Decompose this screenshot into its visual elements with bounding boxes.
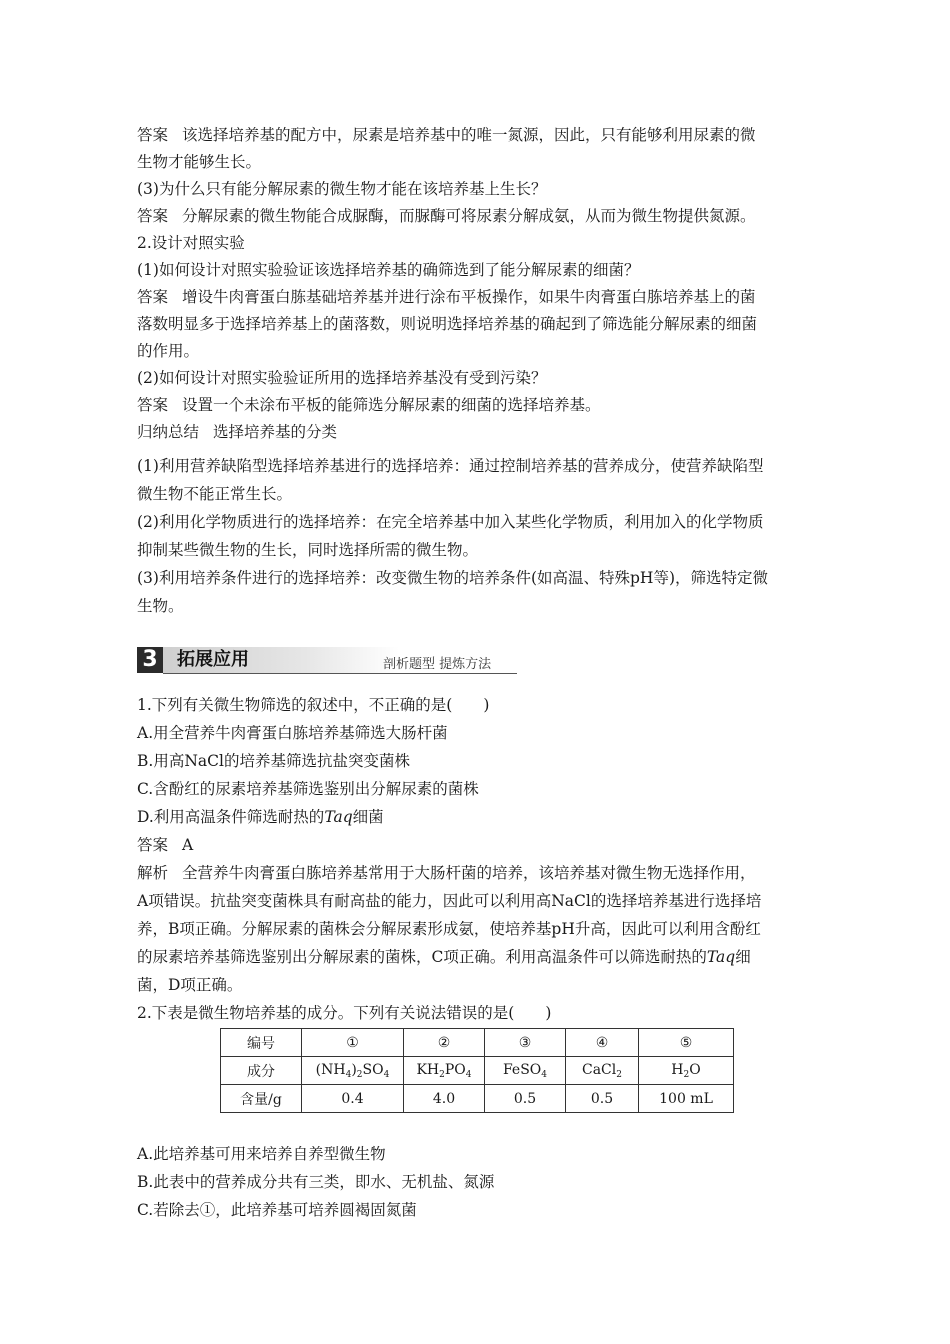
formula-part: SO [362, 1061, 384, 1078]
q2-option-a: A.此培养基可用来培养自养型微生物 [137, 1145, 386, 1163]
answer-value: A [182, 836, 194, 854]
q1-explanation-line-1 [137, 862, 756, 884]
table-cell [404, 1057, 485, 1085]
answer-3-line-1 [137, 286, 756, 308]
q1-option-c: C.含酚红的尿素培养基筛选鉴别出分解尿素的菌株 [137, 780, 479, 798]
answer-4 [137, 394, 601, 416]
q1-explanation-line-5: 菌，D项正确。 [137, 976, 243, 994]
taq-italic: Taq [706, 948, 736, 966]
formula-subscript: 4 [541, 1069, 548, 1080]
question-control-2: (2)如何设计对照实验验证所用的选择培养基没有受到污染？ [137, 369, 547, 387]
option-d-suffix: 细菌 [352, 808, 384, 826]
table-header-cell: ② [404, 1029, 485, 1057]
formula-subscript: 2 [616, 1069, 622, 1080]
answer-1-line-2: 生物才能够生长。 [137, 153, 262, 171]
table-row [221, 1029, 734, 1057]
formula-part: PO [444, 1061, 466, 1078]
explanation-label: 解析 [137, 864, 169, 882]
answer-text: 该选择培养基的配方中，尿素是培养基中的唯一氮源，因此，只有能够利用尿素的微 [182, 126, 756, 144]
formula-part: H [671, 1061, 684, 1078]
q1-explanation-line-2: A项错误。抗盐突变菌株具有耐高盐的能力，因此可以利用高NaCl的选择培养基进行选择培 [137, 892, 762, 910]
table-header-cell: 编号 [221, 1029, 302, 1057]
explanation-suffix: 细 [735, 948, 751, 966]
q1-answer [137, 834, 193, 856]
table-cell [566, 1057, 639, 1085]
table-cell [302, 1057, 404, 1085]
table-row [221, 1085, 734, 1113]
table-row [221, 1057, 734, 1085]
formula-subscript: 2 [439, 1069, 445, 1080]
table-header-cell: ③ [485, 1029, 566, 1057]
table-cell: 100 mL [639, 1085, 734, 1113]
answer-text: 分解尿素的微生物能合成脲酶，而脲酶可将尿素分解成氨，从而为微生物提供氮源。 [182, 207, 756, 225]
section-subtitle: 剖析题型 提炼方法 [383, 657, 492, 672]
table-header-cell: ④ [566, 1029, 639, 1057]
summary-title: 选择培养基的分类 [213, 423, 338, 441]
formula-part: KH [416, 1061, 440, 1078]
table-cell: 0.5 [566, 1085, 639, 1113]
answer-label: 答案 [137, 207, 169, 225]
summary-item-1-line-1: (1)利用营养缺陷型选择培养基进行的选择培养：通过控制培养基的营养成分，使营养缺陷型 [137, 457, 764, 475]
section-number-badge: 3 [137, 647, 163, 673]
formula-part: FeSO [502, 1061, 542, 1078]
table-header-cell: ① [302, 1029, 404, 1057]
option-d-text: D.利用高温条件筛选耐热的 [137, 808, 325, 826]
q2-option-c: C.若除去①，此培养基可培养圆褐固氮菌 [137, 1201, 417, 1219]
table-cell: 0.5 [485, 1085, 566, 1113]
q1-explanation-line-3: 养，B项正确。分解尿素的菌株会分解尿素形成氨，使培养基pH升高，因此可以利用含酚红 [137, 920, 761, 938]
answer-label: 答案 [137, 288, 169, 306]
explanation-text: 全营养牛肉膏蛋白胨培养基常用于大肠杆菌的培养，该培养基对微生物无选择作用， [182, 864, 756, 882]
answer-label: 答案 [137, 396, 169, 414]
formula-subscript: 4 [383, 1069, 390, 1080]
summary-heading [137, 421, 337, 443]
answer-3-line-3: 的作用。 [137, 342, 200, 360]
formula-part: ) [351, 1061, 357, 1078]
section-header [137, 647, 517, 675]
summary-item-2-line-2: 抑制某些微生物的生长，同时选择所需的微生物。 [137, 541, 479, 559]
section-rule [163, 673, 517, 674]
table-cell: 0.4 [302, 1085, 404, 1113]
formula-subscript: 2 [356, 1069, 363, 1080]
table-cell: 成分 [221, 1057, 302, 1085]
formula-subscript: 4 [345, 1069, 352, 1080]
heading-2: 2.设计对照实验 [137, 234, 245, 252]
table-cell [639, 1057, 734, 1085]
q1-stem: 1.下列有关微生物筛选的叙述中，不正确的是( ) [137, 696, 490, 714]
summary-label: 归纳总结 [137, 423, 200, 441]
answer-label: 答案 [137, 836, 169, 854]
explanation-text: 的尿素培养基筛选鉴别出分解尿素的菌株，C项正确。利用高温条件可以筛选耐热的 [137, 948, 707, 966]
answer-text: 设置一个未涂布平板的能筛选分解尿素的细菌的选择培养基。 [182, 396, 601, 414]
question-3: (3)为什么只有能分解尿素的微生物才能在该培养基上生长？ [137, 180, 547, 198]
q1-option-d [137, 806, 384, 828]
q1-explanation-line-4 [137, 946, 751, 968]
nutrient-table [220, 1028, 734, 1113]
answer-label: 答案 [137, 126, 169, 144]
answer-1-line-1 [137, 124, 756, 146]
answer-2 [137, 205, 756, 227]
table-cell [485, 1057, 566, 1085]
table-cell: 4.0 [404, 1085, 485, 1113]
q2-option-b: B.此表中的营养成分共有三类，即水、无机盐、氮源 [137, 1173, 495, 1191]
answer-3-line-2: 落数明显多于选择培养基上的菌落数，则说明选择培养基的确起到了筛选能分解尿素的细菌 [137, 315, 758, 333]
formula-subscript: 2 [683, 1069, 690, 1080]
summary-item-1-line-2: 微生物不能正常生长。 [137, 485, 293, 503]
formula-subscript: 4 [465, 1069, 472, 1080]
formula-part: CaCl [582, 1061, 617, 1078]
question-control-1: (1)如何设计对照实验验证该选择培养基的确筛选到了能分解尿素的细菌？ [137, 261, 640, 279]
summary-item-2-line-1: (2)利用化学物质进行的选择培养：在完全培养基中加入某些化学物质，利用加入的化学物质 [137, 513, 764, 531]
answer-text: 增设牛肉膏蛋白胨基础培养基并进行涂布平板操作，如果牛肉膏蛋白胨培养基上的菌 [182, 288, 756, 306]
formula-part: (NH [315, 1061, 346, 1078]
q1-option-a: A.用全营养牛肉膏蛋白胨培养基筛选大肠杆菌 [137, 724, 448, 742]
table-cell: 含量/g [221, 1085, 302, 1113]
summary-item-3-line-2: 生物。 [137, 597, 184, 615]
q2-stem: 2.下表是微生物培养基的成分。下列有关说法错误的是( ) [137, 1004, 552, 1022]
formula-part: O [689, 1061, 701, 1078]
summary-item-3-line-1: (3)利用培养条件进行的选择培养：改变微生物的培养条件(如高温、特殊pH等)，筛选特定微 [137, 569, 768, 587]
table-header-cell: ⑤ [639, 1029, 734, 1057]
taq-italic: Taq [324, 808, 353, 826]
q1-option-b: B.用高NaCl的培养基筛选抗盐突变菌株 [137, 752, 410, 770]
section-title: 拓展应用 [177, 649, 249, 670]
